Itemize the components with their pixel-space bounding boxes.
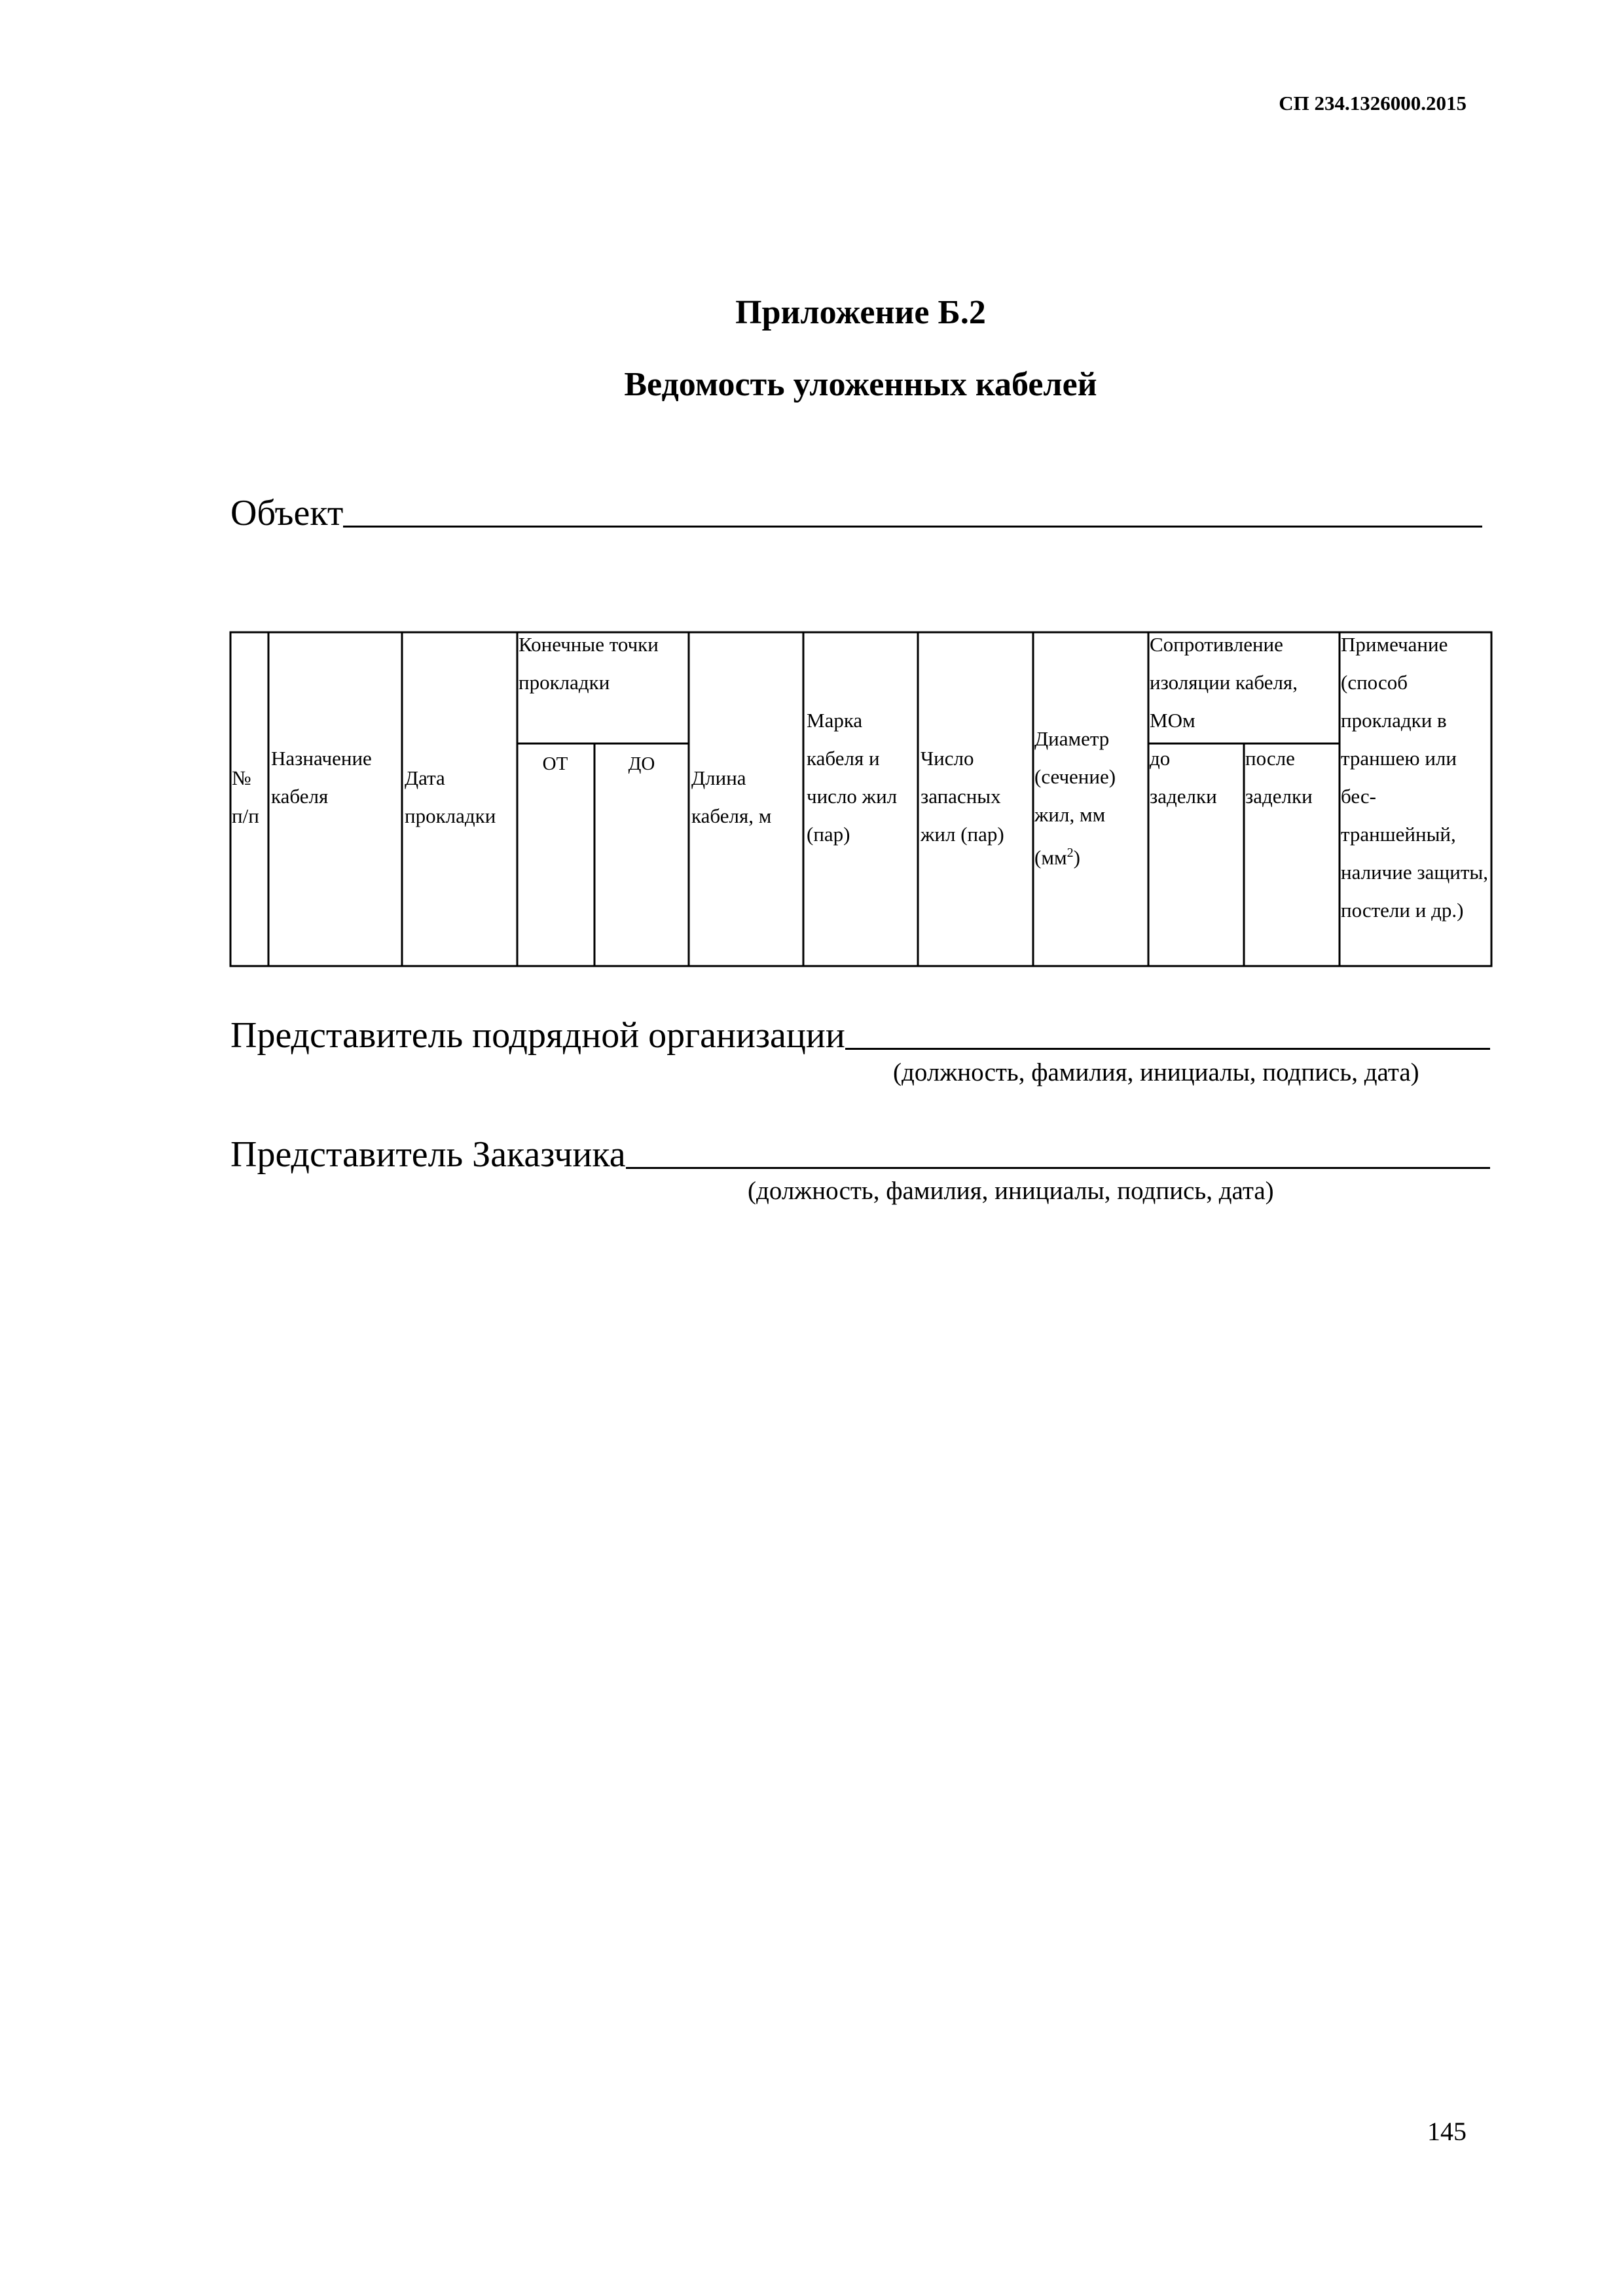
document-code: СП 234.1326000.2015: [1279, 92, 1467, 115]
col-header-purpose: Назначение кабеля: [271, 747, 372, 808]
col-header-to: ДО: [628, 753, 655, 774]
object-field: [230, 492, 1482, 534]
col-header-res-after: после заделки: [1245, 747, 1313, 808]
object-label: Объект: [230, 493, 344, 533]
customer-hint: (должность, фамилия, инициалы, подпись, дата): [748, 1177, 1274, 1205]
contractor-label: Представитель подрядной организации: [230, 1015, 845, 1056]
col-header-brand: Марка кабеля и число жил (пар): [807, 709, 898, 846]
customer-label: Представитель Заказчика: [230, 1134, 626, 1175]
document-title: Ведомость уложенных кабелей: [624, 366, 1097, 403]
col-header-res-before: до заделки: [1150, 747, 1217, 808]
page-number: 145: [1427, 2117, 1467, 2146]
col-header-resistance: Сопротивление изоляции кабеля, МОм: [1150, 633, 1298, 732]
col-header-from: ОТ: [542, 753, 568, 774]
contractor-hint: (должность, фамилия, инициалы, подпись, дата): [893, 1058, 1419, 1086]
col-header-spare: Число запасных жил (пар): [921, 747, 1004, 846]
col-header-length: Длина кабеля, м: [691, 766, 772, 827]
col-header-note: Примечание (способ прокладки в траншею или бес-траншейный, наличие защиты, постели и др.): [1341, 633, 1488, 922]
col-header-number: № п/п: [232, 766, 259, 827]
customer-signature-field: [230, 1134, 1490, 1175]
customer-input-line[interactable]: [626, 1167, 1490, 1169]
contractor-signature-field: [230, 1014, 1490, 1056]
col-header-diameter: Диаметр (сечение) жил, мм $(мм^2)$: [1034, 727, 1116, 869]
object-input-line[interactable]: [343, 526, 1482, 528]
contractor-input-line[interactable]: [845, 1048, 1490, 1050]
col-header-endpoints: Конечные точки прокладки: [519, 633, 659, 694]
col-header-date: Дата прокладки: [405, 766, 496, 827]
appendix-title: Приложение Б.2: [735, 294, 986, 331]
